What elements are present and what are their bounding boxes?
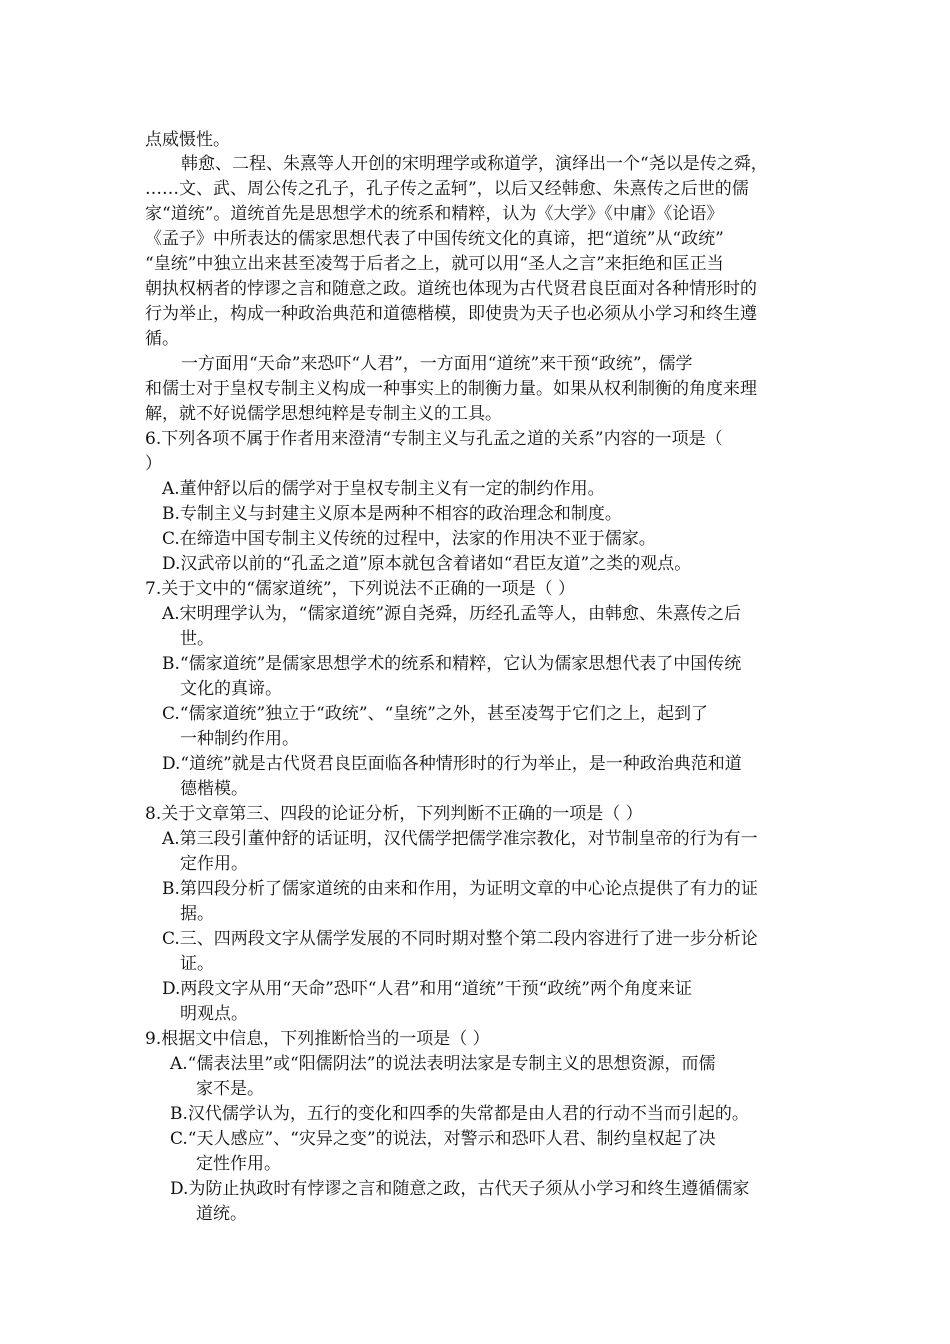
paragraph-line: 行为举止，构成一种政治典范和道德楷模，即使贵为天子也必须从小学习和终生遵	[145, 304, 757, 324]
option-a-cont: 家不是。	[196, 1079, 264, 1099]
question-stem: 7.关于文中的“儒家道统”，下列说法不正确的一项是（ ）	[145, 579, 576, 599]
option-c: C.三、四两段文字从儒学发展的不同时期对整个第二段内容进行了进一步分析论	[162, 929, 758, 949]
paragraph-line: 一方面用“天命”来恐吓“人君”，一方面用“道统”来干预“政统”，儒学	[181, 354, 693, 374]
option-d: D.汉武帝以前的“孔孟之道”原本就包含着诸如“君臣友道”之类的观点。	[162, 554, 692, 574]
paragraph-line: 和儒士对于皇权专制主义构成一种事实上的制衡力量。如果从权利制衡的角度来理	[145, 379, 757, 399]
paragraph-line: 韩愈、二程、朱熹等人开创的宋明理学或称道学，演绎出一个“尧以是传之舜，	[181, 154, 768, 174]
question-stem: ）	[145, 454, 162, 474]
question-stem: 9.根据文中信息，下列推断恰当的一项是（ ）	[145, 1029, 490, 1049]
question-stem: 6.下列各项不属于作者用来澄清“专制主义与孔孟之道的关系”内容的一项是（	[145, 429, 723, 449]
paragraph-line: 循。	[145, 329, 179, 349]
paragraph-line: 家“道统”。道统首先是思想学术的统系和精粹，认为《大学》《中庸》《论语》	[145, 204, 724, 224]
paragraph-line: ……文、武、周公传之孔子，孔子传之孟轲”，以后又经韩愈、朱熹传之后世的儒	[145, 179, 749, 199]
option-a: A.第三段引董仲舒的话证明，汉代儒学把儒学准宗教化，对节制皇帝的行为有一	[162, 829, 758, 849]
option-a: A.董仲舒以后的儒学对于皇权专制主义有一定的制约作用。	[162, 479, 605, 499]
question-stem: 8.关于文章第三、四段的论证分析，下列判断不正确的一项是（ ）	[145, 804, 643, 824]
option-a-cont: 定作用。	[180, 854, 248, 874]
paragraph-tail: 点威慑性。	[145, 130, 230, 150]
option-b: B.第四段分析了儒家道统的由来和作用，为证明文章的中心论点提供了有力的证	[162, 879, 758, 899]
paragraph-line: 解，就不好说儒学思想纯粹是专制主义的工具。	[145, 404, 502, 424]
option-c-cont: 定性作用。	[196, 1154, 281, 1174]
option-c-cont: 一种制约作用。	[180, 729, 299, 749]
option-a-cont: 世。	[180, 629, 214, 649]
option-b: B.汉代儒学认为，五行的变化和四季的失常都是由人君的行动不当而引起的。	[170, 1104, 749, 1124]
option-b-cont: 文化的真谛。	[180, 679, 282, 699]
option-d: D.为防止执政时有悖谬之言和随意之政，古代天子须从小学习和终生遵循儒家	[170, 1179, 750, 1199]
option-d: D.“道统”就是古代贤君良臣面临各种情形时的行为举止，是一种政治典范和道	[162, 754, 742, 774]
option-d-cont: 道统。	[196, 1204, 247, 1224]
option-c: C.“天人感应”、“灾异之变”的说法，对警示和恐吓人君、制约皇权起了决	[170, 1129, 716, 1149]
option-d-cont: 明观点。	[180, 1004, 248, 1024]
option-a: A.“儒表法里”或“阳儒阴法”的说法表明法家是专制主义的思想资源，而儒	[170, 1054, 716, 1074]
paragraph-line: 朝执权柄者的悖谬之言和随意之政。道统也体现为古代贤君良臣面对各种情形时的	[145, 279, 757, 299]
option-d-cont: 德楷模。	[180, 779, 248, 799]
paragraph-line: 《孟子》中所表达的儒家思想代表了中国传统文化的真谛，把“道统”从“政统”	[145, 229, 724, 249]
option-b: B.专制主义与封建主义原本是两种不相容的政治理念和制度。	[162, 504, 622, 524]
option-b: B.“儒家道统”是儒家思想学术的统系和精粹，它认为儒家思想代表了中国传统	[162, 654, 742, 674]
option-c-cont: 证。	[180, 954, 214, 974]
paragraph-line: “皇统”中独立出来甚至凌驾于后者之上，就可以用“圣人之言”来拒绝和匡正当	[145, 254, 724, 274]
option-b-cont: 据。	[180, 904, 214, 924]
option-c: C.“儒家道统”独立于“政统”、“皇统”之外，甚至凌驾于它们之上，起到了	[162, 704, 708, 724]
option-c: C.在缔造中国专制主义传统的过程中，法家的作用决不亚于儒家。	[162, 529, 656, 549]
option-d: D.两段文字从用“天命”恐吓“人君”和用“道统”干预“政统”两个角度来证	[162, 979, 692, 999]
option-a: A.宋明理学认为，“儒家道统”源自尧舜，历经孔孟等人，由韩愈、朱熹传之后	[162, 604, 742, 624]
